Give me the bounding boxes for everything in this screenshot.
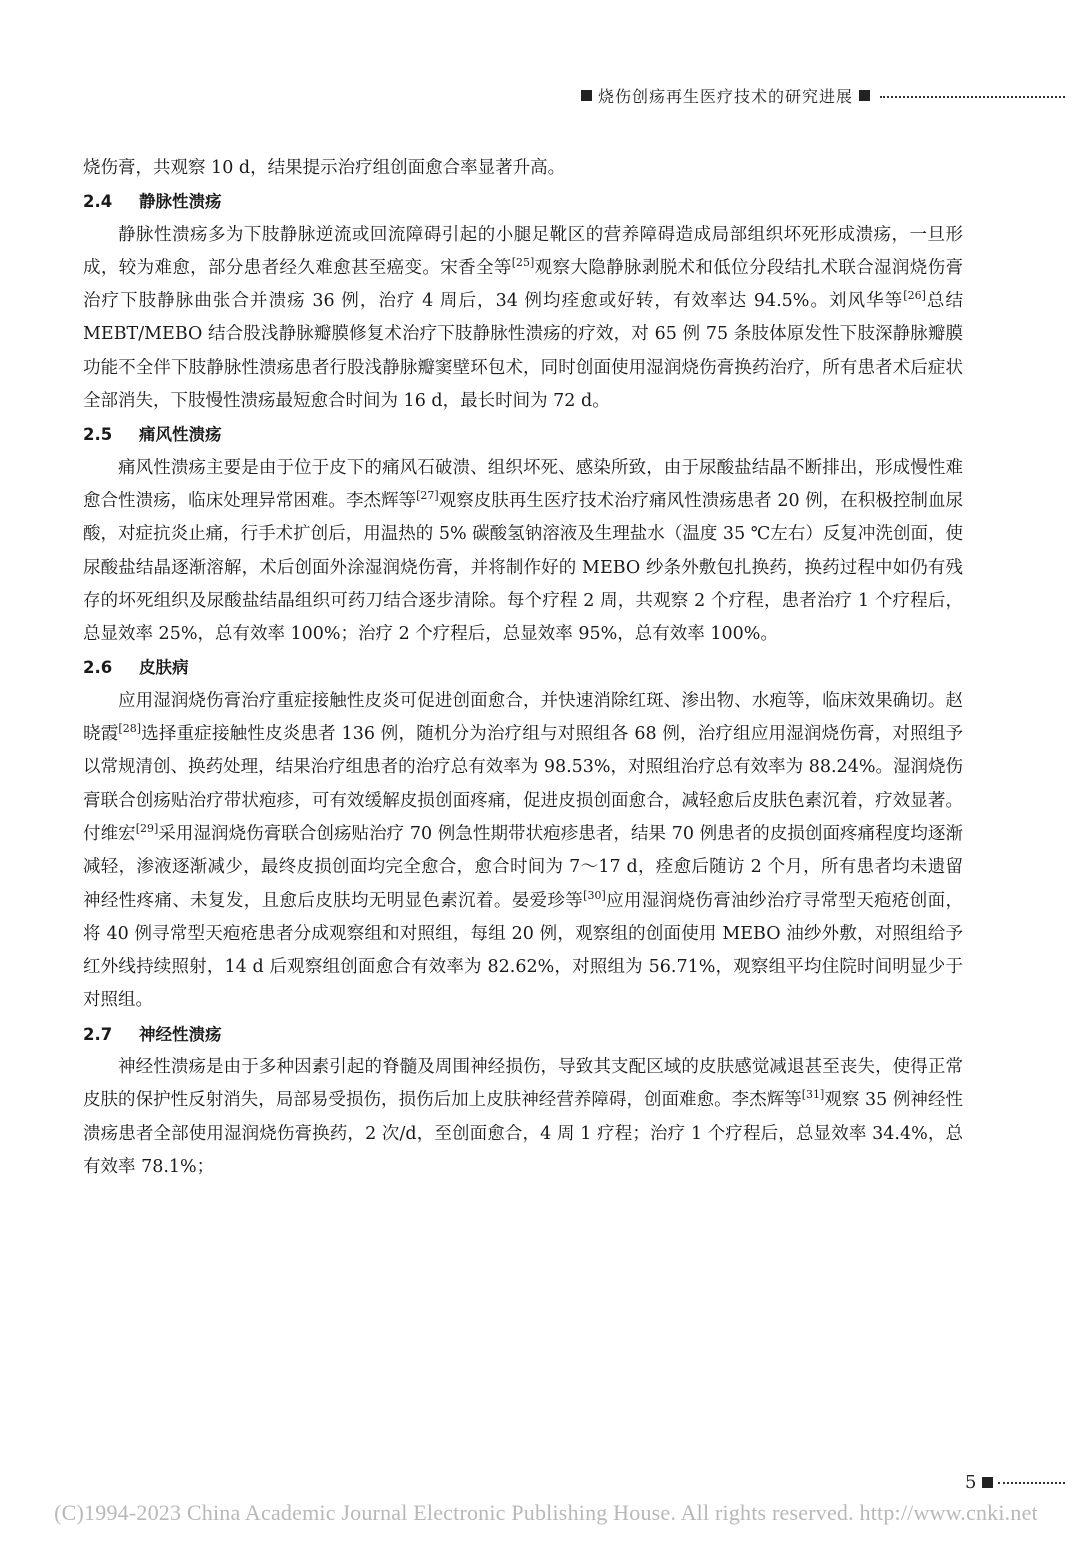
dotted-rule xyxy=(880,96,1065,98)
paragraph-2-4: 静脉性溃疡多为下肢静脉逆流或回流障碍引起的小腿足靴区的营养障碍造成局部组织坏死形成溃疡，一旦形成，较为难愈，部分患者经久难愈甚至癌变。宋香全等[25]观察大隐静脉剥脱术和低位分段结扎术联合湿润烧伤膏治疗下肢静脉曲张合并溃疡 36 例，治疗 4 周后，34 例均痊愈或好转，有效率达 94.5%。刘风华等[26]总结 MEBT/MEBO 结合股浅静脉瓣膜修复术治疗下肢静脉性溃疡的疗效，对 65 例 75 条肢体原发性下肢深静脉瓣膜功能不全伴下肢静脉性溃疡患者行股浅静脉瓣窦壁环包术，同时创面使用湿润烧伤膏换药治疗，所有患者术后症状全部消失，下肢慢性溃疡最短愈合时间为 16 d，最长时间为 72 d。 xyxy=(83,224,963,412)
square-bullet-icon xyxy=(859,90,870,101)
page-number: 5 xyxy=(965,1472,977,1493)
citation[interactable]: [31] xyxy=(801,1088,825,1102)
paragraph-2-6: 应用湿润烧伤膏治疗重症接触性皮炎可促进创面愈合，并快速消除红斑、渗出物、水疱等，临床效果确切。赵晓霞[28]选择重症接触性皮炎患者 136 例，随机分为治疗组与对照组各 68 例，治疗组应用湿润烧伤膏，对照组予以常规清创、换药处理，结果治疗组患者的治疗总有效率为 98.53%，对照组治疗总有效率为 88.24%。湿润烧伤膏联合创疡贴治疗带状疱疹，可有效缓解皮损创面疼痛，促进皮损创面愈合，减轻愈后皮肤色素沉着，疗效显著。付维宏[29]采用湿润烧伤膏联合创疡贴治疗 70 例急性期带状疱疹患者，结果 70 例患者的皮损创面疼痛程度均逐渐减轻，渗液逐渐减少，最终皮损创面均完全愈合，愈合时间为 7～17 d，痊愈后随访 2 个月，所有患者均未遗留神经性疼痛、未复发，且愈后皮肤均无明显色素沉着。晏爱珍等[30]应用湿润烧伤膏油纱治疗寻常型天疱疮创面，将 40 例寻常型天疱疮患者分成观察组和对照组，每组 20 例，观察组的创面使用 MEBO 油纱外敷，对照组给予红外线持续照射，14 d 后观察组创面愈合有效率为 82.62%，对照组为 56.71%，观察组平均住院时间明显少于对照组。 xyxy=(83,690,964,1011)
square-bullet-icon xyxy=(982,1477,993,1488)
square-bullet-icon xyxy=(581,90,592,101)
page-number-footer xyxy=(965,1472,1065,1493)
citation[interactable]: [30] xyxy=(583,888,606,902)
article-body xyxy=(83,152,963,1184)
section-heading-2-5: 2.5 痛风性溃疡 xyxy=(83,425,222,445)
citation[interactable]: [26] xyxy=(903,289,926,303)
continuation-paragraph: 烧伤膏，共观察 10 d，结果提示治疗组创面愈合率显著升高。 xyxy=(83,158,566,178)
section-heading-2-4: 2.4 静脉性溃疡 xyxy=(83,192,222,212)
citation[interactable]: [28] xyxy=(118,722,141,736)
paragraph-2-5: 痛风性溃疡主要是由于位于皮下的痛风石破溃、组织坏死、感染所致，由于尿酸盐结晶不断排出，形成慢性难愈合性溃疡，临床处理异常困难。李杰辉等[27]观察皮肤再生医疗技术治疗痛风性溃疡患者 20 例，在积极控制血尿酸，对症抗炎止痛，行手术扩创后，用温热的 5% 碳酸氢钠溶液及生理盐水（温度 35 ℃左右）反复冲洗创面，使尿酸盐结晶逐渐溶解，术后创面外涂湿润烧伤膏，并将制作好的 MEBO 纱条外敷包扎换药，换药过程中如仍有残存的坏死组织及尿酸盐结晶组织可药刀结合逐步清除。每个疗程 2 周，共观察 2 个疗程，患者治疗 1 个疗程后，总显效率 25%，总有效率 100%；治疗 2 个疗程后，总显效率 95%，总有效率 100%。 xyxy=(83,457,963,645)
running-header xyxy=(575,84,1065,107)
citation[interactable]: [29] xyxy=(135,822,159,836)
dotted-rule xyxy=(998,1482,1065,1484)
citation[interactable]: [27] xyxy=(416,489,439,503)
running-title: 烧伤创疡再生医疗技术的研究进展 xyxy=(598,87,854,106)
section-heading-2-6: 2.6 皮肤病 xyxy=(83,658,189,678)
paragraph-2-7: 神经性溃疡是由于多种因素引起的脊髓及周围神经损伤，导致其支配区域的皮肤感觉减退甚至丧失，使得正常皮肤的保护性反射消失，局部易受损伤，损伤后加上皮肤神经营养障碍，创面难愈。李杰辉等[31]观察 35 例神经性溃疡患者全部使用湿润烧伤膏换药，2 次/d，至创面愈合，4 周 1 疗程；治疗 1 个疗程后，总显效率 34.4%，总有效率 78.1%； xyxy=(83,1057,963,1177)
copyright-watermark: (C)1994-2023 China Academic Journal Electronic Publishing House. All rights reserved. http://www.cnki.net xyxy=(54,1500,1038,1525)
citation[interactable]: [25] xyxy=(511,256,535,270)
section-heading-2-7: 2.7 神经性溃疡 xyxy=(83,1024,222,1044)
